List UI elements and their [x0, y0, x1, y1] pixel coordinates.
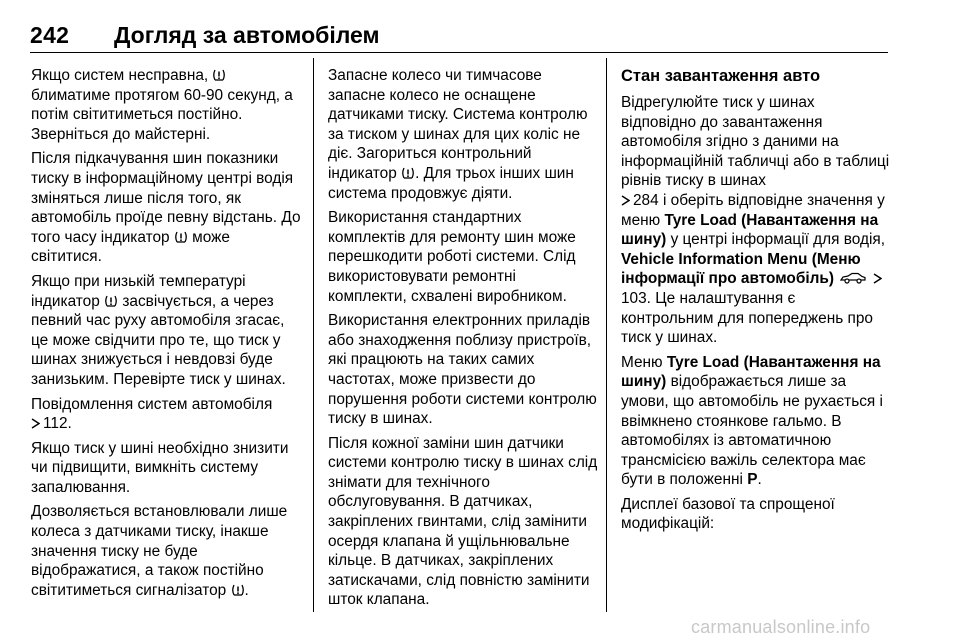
paragraph [328, 66, 598, 203]
text: може світитися. [31, 228, 230, 266]
text: засвічується, а через певний час руху автомобіля згасає, це може свідчити про те, що тиск у шинах знижується і невдовзі буде занизьким. Перевірте тиск у шинах. [31, 292, 286, 388]
paragraph: Якщо тиск у шині необхідно знизити чи підвищити, вимкніть систему запалювання. [31, 439, 289, 496]
column-divider-right [606, 58, 607, 612]
text: і оберіть відповідне значення у меню [621, 191, 885, 229]
text: Запасне колесо чи тимчасове запасне колесо не оснащене датчиками тиску. Система контролю за тиском у шинах для цих коліс не діє. Загориться контрольний індикатор [328, 67, 588, 182]
text: . [757, 471, 762, 489]
tire-pressure-warning-icon [401, 166, 415, 180]
text: . Для трьох інших шин система продовжує діяти. [328, 164, 574, 202]
paragraph [31, 395, 301, 434]
text: блиматиме протягом 60-90 секунд, а потім світитиметься постійно. Зверніться до майстерні. [31, 86, 293, 143]
text: Повідомлення систем автомобіля [31, 395, 273, 413]
text: відображається лише за умови, що автомобіль не рухається і ввімкнено стоянкове гальмо. В автомобілях із автоматичною трансмісією важіль селектора має бути в положенні [621, 373, 883, 489]
paragraph: Після кожної заміни шин датчики системи контролю тиску в шинах слід знімати для технічного обслуговування. В датчиках, закріплених гвинтами, слід замінити осердя клапана й ущільнювальне кільце. В датчиках, закріплених затискачами, слід повністю замінити шток клапана. [328, 434, 598, 609]
page-reference-link[interactable]: 284 [633, 191, 659, 209]
page-reference-arrow-icon [873, 273, 882, 284]
column-middle [328, 66, 598, 615]
paragraph [31, 66, 301, 144]
paragraph [621, 353, 891, 490]
paragraph [31, 149, 301, 267]
gear-position: P [747, 471, 758, 489]
column-left [31, 66, 301, 605]
page-reference-arrow-icon [31, 418, 40, 429]
text: у центрі інформації для водія, [670, 231, 885, 249]
tire-pressure-warning-icon [212, 68, 226, 82]
text: Якщо при низькій температурі індикатор [31, 272, 246, 310]
subsection-heading: Стан завантаження авто [621, 67, 821, 85]
text: Це налаштування є контрольним для попереджень про тиск у шинах. [621, 289, 873, 347]
text: Після підкачування шин показники тиску в інформаційному центрі водія зміняться лише після того, як автомобіль проїде певну відстань. До того часу індикатор [31, 150, 301, 246]
page-reference-link[interactable]: 112. [43, 415, 72, 433]
page-reference-link[interactable]: 103. [621, 289, 651, 307]
text: Дозволяється встановлювали лише колеса з датчиками тиску, інакше значення тиску не буде відображатися, а також постійно світитиметься сигналізатор [31, 503, 288, 599]
paragraph: Використання стандартних комплектів для ремонту шин може перешкодити роботі системи. Слід використовувати ремонтні комплекти, схвалені виробником. [328, 209, 576, 305]
paragraph [31, 272, 301, 390]
car-icon [840, 272, 866, 284]
paragraph [621, 93, 891, 348]
menu-name: Tyre Load (Навантаження на шину) [621, 211, 879, 249]
tire-pressure-warning-icon [104, 294, 118, 308]
paragraph [31, 502, 301, 600]
tire-pressure-warning-icon [231, 583, 245, 597]
text: Меню [621, 353, 663, 371]
page-number: 242 [30, 22, 70, 48]
text: Якщо систем несправна, [31, 67, 209, 84]
section-title: Догляд за автомобілем [114, 22, 380, 48]
page-reference-arrow-icon [621, 195, 630, 206]
menu-name: Tyre Load (Навантаження на шину) [621, 353, 881, 391]
column-divider-left [313, 58, 314, 612]
watermark: carmanualsonline.info [691, 617, 871, 637]
menu-name: Vehicle Information Menu (Меню інформації про автомобіль) [621, 250, 861, 288]
header-rule [30, 52, 888, 53]
column-right [621, 66, 891, 539]
text: Відрегулюйте тиск у шинах відповідно до завантаження автомобіля згідно з даними на інформаційній табличці або в таблиці рівнів тиску в шинах [621, 94, 890, 190]
tire-pressure-warning-icon [174, 230, 188, 244]
paragraph: Дисплеї базової та спрощеної модифікацій: [621, 495, 835, 533]
paragraph: Використання електронних приладів або знаходження поблизу пристроїв, які працюють на таких самих частотах, може призвести до порушення роботи системи контролю тиску в шинах. [328, 312, 597, 428]
text: . [244, 581, 249, 599]
page-header [30, 22, 888, 52]
